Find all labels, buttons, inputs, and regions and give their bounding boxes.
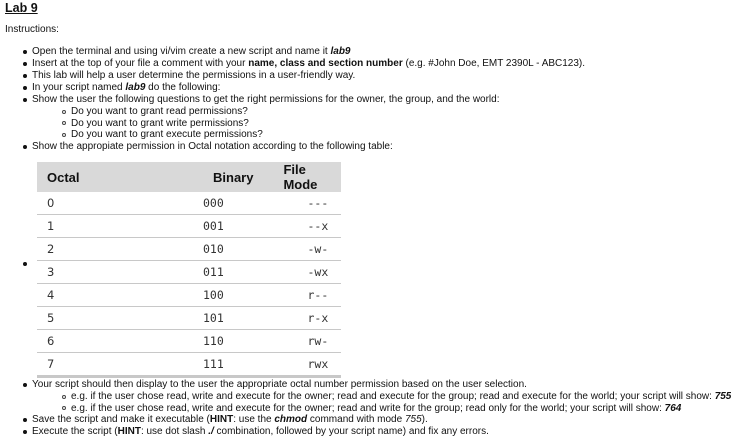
table-row — [37, 215, 341, 238]
column-header-octal: Octal — [37, 162, 95, 192]
table-header-row — [37, 162, 341, 192]
file-mode-cell: r-- — [253, 284, 341, 307]
octal-cell: 6 — [37, 330, 95, 353]
octal-cell: 0 — [37, 192, 95, 215]
octal-cell: 1 — [37, 215, 95, 238]
binary-cell: 001 — [95, 215, 253, 238]
octal-cell: 7 — [37, 353, 95, 377]
table-row — [37, 353, 341, 377]
column-header-file-mode: File Mode — [253, 162, 341, 192]
list-item: This lab will help a user determine the permissions in a user-friendly way. — [22, 70, 698, 82]
octal-cell: 4 — [37, 284, 95, 307]
binary-cell: 110 — [95, 330, 253, 353]
instructions-label: Instructions: — [5, 24, 59, 35]
binary-cell: 010 — [95, 238, 253, 261]
binary-cell: 100 — [95, 284, 253, 307]
binary-cell: 101 — [95, 307, 253, 330]
list-item: Open the terminal and using vi/vim create a new script and name it lab9 — [22, 46, 698, 58]
page-title: Lab 9 — [5, 1, 38, 15]
example-list — [32, 391, 731, 414]
list-item: Show the appropiate permission in Octal notation according to the following table: — [22, 141, 698, 153]
table-row — [37, 261, 341, 284]
octal-cell: 5 — [37, 307, 95, 330]
question-item: Do you want to grant read permissions? — [62, 106, 698, 118]
instruction-list-top — [22, 46, 698, 153]
example-item: e.g. if the user chose read, write and execute for the owner; read and write for the group; read only for the world; your script will show: 764 — [62, 403, 698, 415]
table-row — [37, 284, 341, 307]
permission-table — [37, 162, 341, 378]
list-item: In your script named lab9 do the following: — [22, 82, 698, 94]
binary-cell: 011 — [95, 261, 253, 284]
file-mode-cell: --x — [253, 215, 341, 238]
question-item: Do you want to grant execute permissions? — [62, 129, 698, 141]
octal-cell: 3 — [37, 261, 95, 284]
question-list — [32, 106, 698, 141]
binary-cell: 000 — [95, 192, 253, 215]
table-row — [37, 192, 341, 215]
list-item: Insert at the top of your file a comment with your name, class and section number (e.g. #John Doe, EMT 2390L - ABC123). — [22, 58, 698, 70]
table-row — [37, 330, 341, 353]
question-item: Do you want to grant write permissions? — [62, 118, 698, 130]
file-mode-cell: --- — [253, 192, 341, 215]
instruction-list-bottom — [22, 379, 731, 438]
list-item: Show the user the following questions to get the right permissions for the owner, the group, and the world: Do you want to grant read permissions? Do you want to grant write permissions? Do you want to grant execute permissions? — [22, 94, 698, 141]
table-row — [37, 238, 341, 261]
list-item: Save the script and make it executable (HINT: use the chmod command with mode 755). — [22, 414, 698, 426]
table-bullet — [23, 262, 27, 266]
file-mode-cell: rwx — [253, 353, 341, 377]
list-item: Your script should then display to the user the appropriate octal number permission based on the user selection. e.g. if the user chose read, write and execute for the owner; read and execute for the group; read and execute for the world; your script will show: 755 e.g. if the user chose read, write and execute for the owner; read and write for the group; read only for the world; your script will show: 764 — [22, 379, 698, 414]
file-mode-cell: rw- — [253, 330, 341, 353]
binary-cell: 111 — [95, 353, 253, 377]
file-mode-cell: -w- — [253, 238, 341, 261]
list-item: Execute the script (HINT: use dot slash ./ combination, followed by your script name) and fix any errors. — [22, 426, 698, 438]
octal-cell: 2 — [37, 238, 95, 261]
column-header-binary: Binary — [95, 162, 253, 192]
file-mode-cell: r-x — [253, 307, 341, 330]
table-row — [37, 307, 341, 330]
file-mode-cell: -wx — [253, 261, 341, 284]
example-item: e.g. if the user chose read, write and execute for the owner; read and execute for the group; read and execute for the world; your script will show: 755 — [62, 391, 698, 403]
